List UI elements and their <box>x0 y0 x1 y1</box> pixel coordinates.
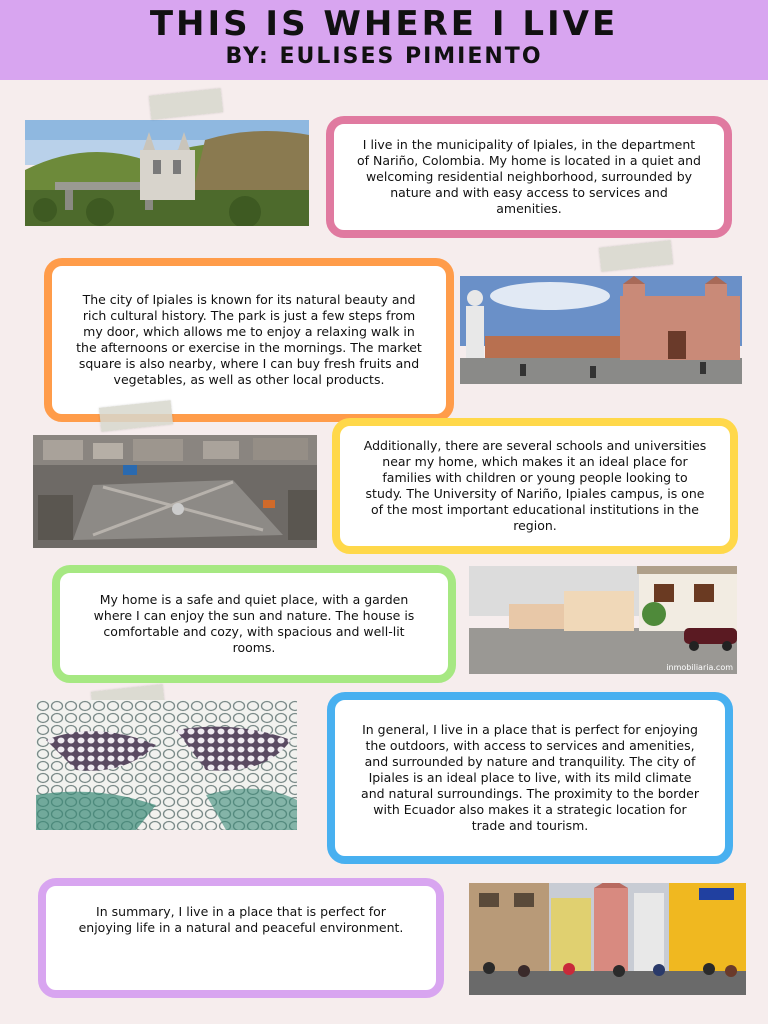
text-card-4 <box>52 565 456 683</box>
header-banner <box>0 0 768 80</box>
busy-street-photo <box>469 883 746 995</box>
plaza-church-photo <box>460 276 742 384</box>
text-card-3 <box>332 418 738 554</box>
aerial-city-photo <box>33 435 317 548</box>
card-text-1: I live in the municipality of Ipiales, in the department of Nariño, Colombia. My home is located in a quiet and welcoming residential neighborhood, surrounded by nature and with easy access to services and amenities. <box>357 137 701 216</box>
tape-decoration <box>149 88 223 119</box>
card-text-5: In general, I live in a place that is perfect for enjoying the outdoors, with access to services and amenities, and surrounded by nature and tranquility. The city of Ipiales is an ideal place to live, with its mild climate and natural surroundings. The proximity to the border with Ecuador also makes it a strategic location for trade and tourism. <box>361 722 699 833</box>
text-card-1 <box>326 116 732 238</box>
page-subtitle: BY: EULISES PIMIENTO <box>225 44 543 69</box>
text-card-5 <box>327 692 733 864</box>
sanctuary-photo <box>25 120 309 226</box>
card-text-3: Additionally, there are several schools and universities near my home, which makes it an ideal place for families with children or young people looking to study. The University of Nariño, Ipiales campus, is one of the most important educational institutions in the region. <box>363 438 707 533</box>
card-text-4: My home is a safe and quiet place, with a garden where I can enjoy the sun and nature. The house is comfortable and cozy, with spacious and well-lit rooms. <box>93 592 415 655</box>
card-text-6: In summary, I live in a place that is perfect for enjoying life in a natural and peaceful environment. <box>78 904 404 935</box>
card-text-2: The city of Ipiales is known for its natural beauty and rich cultural history. The park is just a few steps from my door, which allows me to enjoy a relaxing walk in the afternoons or exercise in the mornings. The market square is also nearby, where I can buy fresh fruits and vegetables, as well as other local products. <box>76 292 422 387</box>
text-card-2 <box>44 258 454 422</box>
photo-caption: inmobiliaria.com <box>666 663 733 672</box>
page-title: THIS IS WHERE I LIVE <box>149 4 619 44</box>
text-card-6 <box>38 878 444 998</box>
tape-decoration <box>599 240 673 271</box>
street-houses-photo <box>469 566 737 674</box>
plant-cells-photo <box>36 700 297 830</box>
